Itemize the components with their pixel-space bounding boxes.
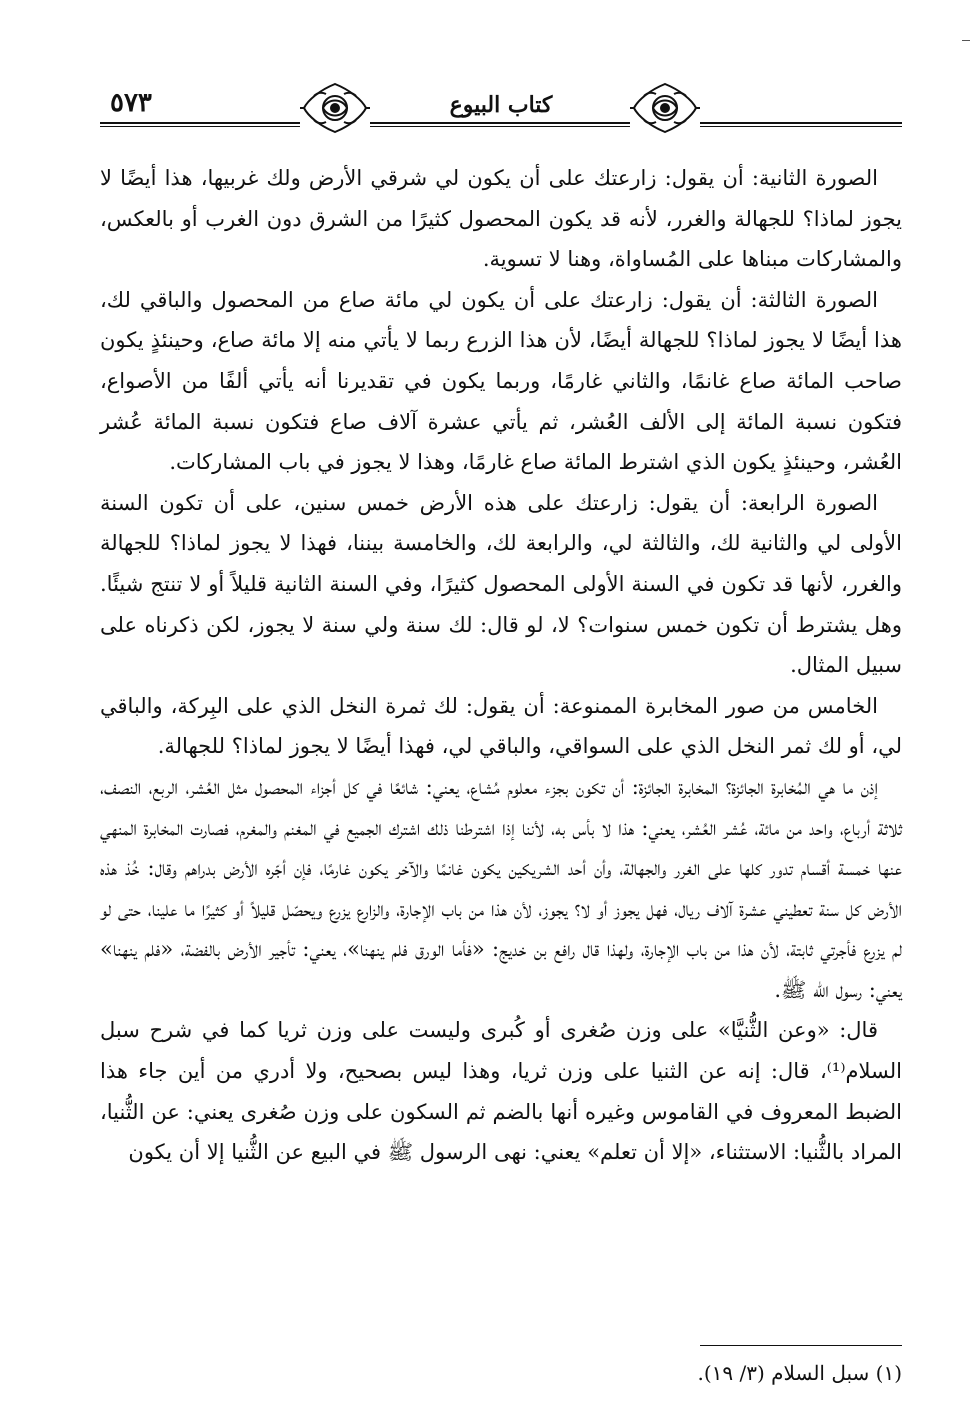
main-text [100, 158, 902, 1173]
ornament-right-icon [630, 80, 700, 136]
page-header [100, 80, 902, 138]
footnote: (١) سبل السلام (٣/ ١٩). [697, 1361, 902, 1385]
paragraph-permitted-mukhabara: إذن ما هي المُخابرة الجائزة؟ المخابرة الجائزة: أن تكون بجزء معلوم مُشاع، يعني: شائعًا في كل أجزاء المحصول مثل العُشر، الربع، النصف، ثلاثة أرباع، واحد من مائة، عُشر العُشر، يعني: هذا لا بأس به، لأننا إذا اشترطنا ذلك اشترك الجميع في المغنم والمغرم، فصارت المخابرة المنهي عنها خمسة أقسام تدور كلها على الغرر والجهالة، وأن أحد الشريكين يكون غانمًا والآخر يكون غارمًا، فإن أجّره الأرض بدراهم وقال: خُذ هذه الأرض كل سنة تعطيني عشرة آلاف ريال، فهل يجوز أو لا؟ يجوز، لأن هذا من باب الإجارة، والزارع يزرع ويحصّل قليلاً أو كثيرًا ما علينا، حتى لو لم يزرع فأجرتي ثابتة، لأن هذا من باب الإجارة، ولهذا قال رافع بن خديج: «فأما الورق فلم ينهنا»، يعني: تأجير الأرض بالفضة، «فلم ينهنا» يعني: رسول الله ﷺ. [100, 774, 902, 1002]
paragraph-image-four: الصورة الرابعة: أن يقول: زارعتك على هذه الأرض خمس سنين، على أن تكون السنة الأولى لي والثانية لك، والثالثة لي، والرابعة لك، والخامسة بيننا، فهذا لا يجوز لماذا؟ للجهالة والغرر، لأنها قد تكون في السنة الأولى المحصول كثيرًا، وفي السنة الثانية قليلاً أو لا تنتج شيئًا. وهل يشترط أن تكون خمس سنوات؟ لا، لو قال: لك سنة ولي سنة لا يجوز، لكن ذكرناه على سبيل المثال. [100, 490, 902, 678]
ornament-left-icon [300, 80, 370, 136]
footnote-divider [700, 1345, 902, 1346]
paragraph-image-three: الصورة الثالثة: أن يقول: زارعتك على أن يكون لي مائة صاع من المحصول والباقي لك، هذا أيضًا لا يجوز لماذا؟ للجهالة أيضًا، لأن هذا الزرع ربما لا يأتي منه إلا مائة صاع، وحينئذٍ يكون صاحب المائة صاع غانمًا، والثاني غارمًا، وربما يكون في تقديرنا أنه يأتي ألفًا من الأصواع، فتكون نسبة المائة إلى الألف العُشر، ثم يأتي عشرة آلاف صاع فتكون نسبة المائة عُشر العُشر، وحينئذٍ يكون الذي اشترط المائة صاع غارمًا، وهذا لا يجوز في باب المشاركات. [100, 287, 902, 475]
header-rule [100, 122, 902, 124]
book-title: كتاب البيوع [401, 88, 601, 122]
paragraph-thunya: قال: «وعن الثُّنيَّا» على وزن صُغرى أو كُبرى وليست على وزن ثريا كما في شرح سبل السلام⁽¹⁾، قال: إنه عن الثنيا على وزن ثريا، وهذا ليس بصحيح، ولا أدري من أين جاء هذا الضبط المعروف في القاموس وغيره أنها بالضم ثم السكون على وزن صُغرى يعني: عن الثُّنيا، المراد بالثُّنيا: الاستثناء، «إلا أن تعلم» يعني: نهى الرسول ﷺ في البيع عن الثُّنيا إلا أن يكون [100, 1018, 902, 1165]
paragraph-image-two: الصورة الثانية: أن يقول: زارعتك على أن يكون لي شرقي الأرض ولك غربيها، هذا أيضًا لا يجوز لماذا؟ للجهالة والغرر، لأنه قد يكون المحصول كثيرًا من الشرق دون الغرب أو بالعكس، والمشاركات مبناها على المُساواة، وهنا لا تسوية. [100, 166, 902, 272]
paragraph-image-five: الخامس من صور المخابرة الممنوعة: أن يقول: لك ثمرة النخل الذي على البِركة، والباقي لي، أو لك ثمر النخل الذي على السواقي، والباقي لي، فهذا أيضًا لا يجوز لماذا؟ للجهالة. [100, 693, 902, 759]
page-number: ٥٧٣ [106, 86, 156, 120]
edge-mark [962, 40, 970, 41]
header-rule-thin [100, 126, 902, 127]
